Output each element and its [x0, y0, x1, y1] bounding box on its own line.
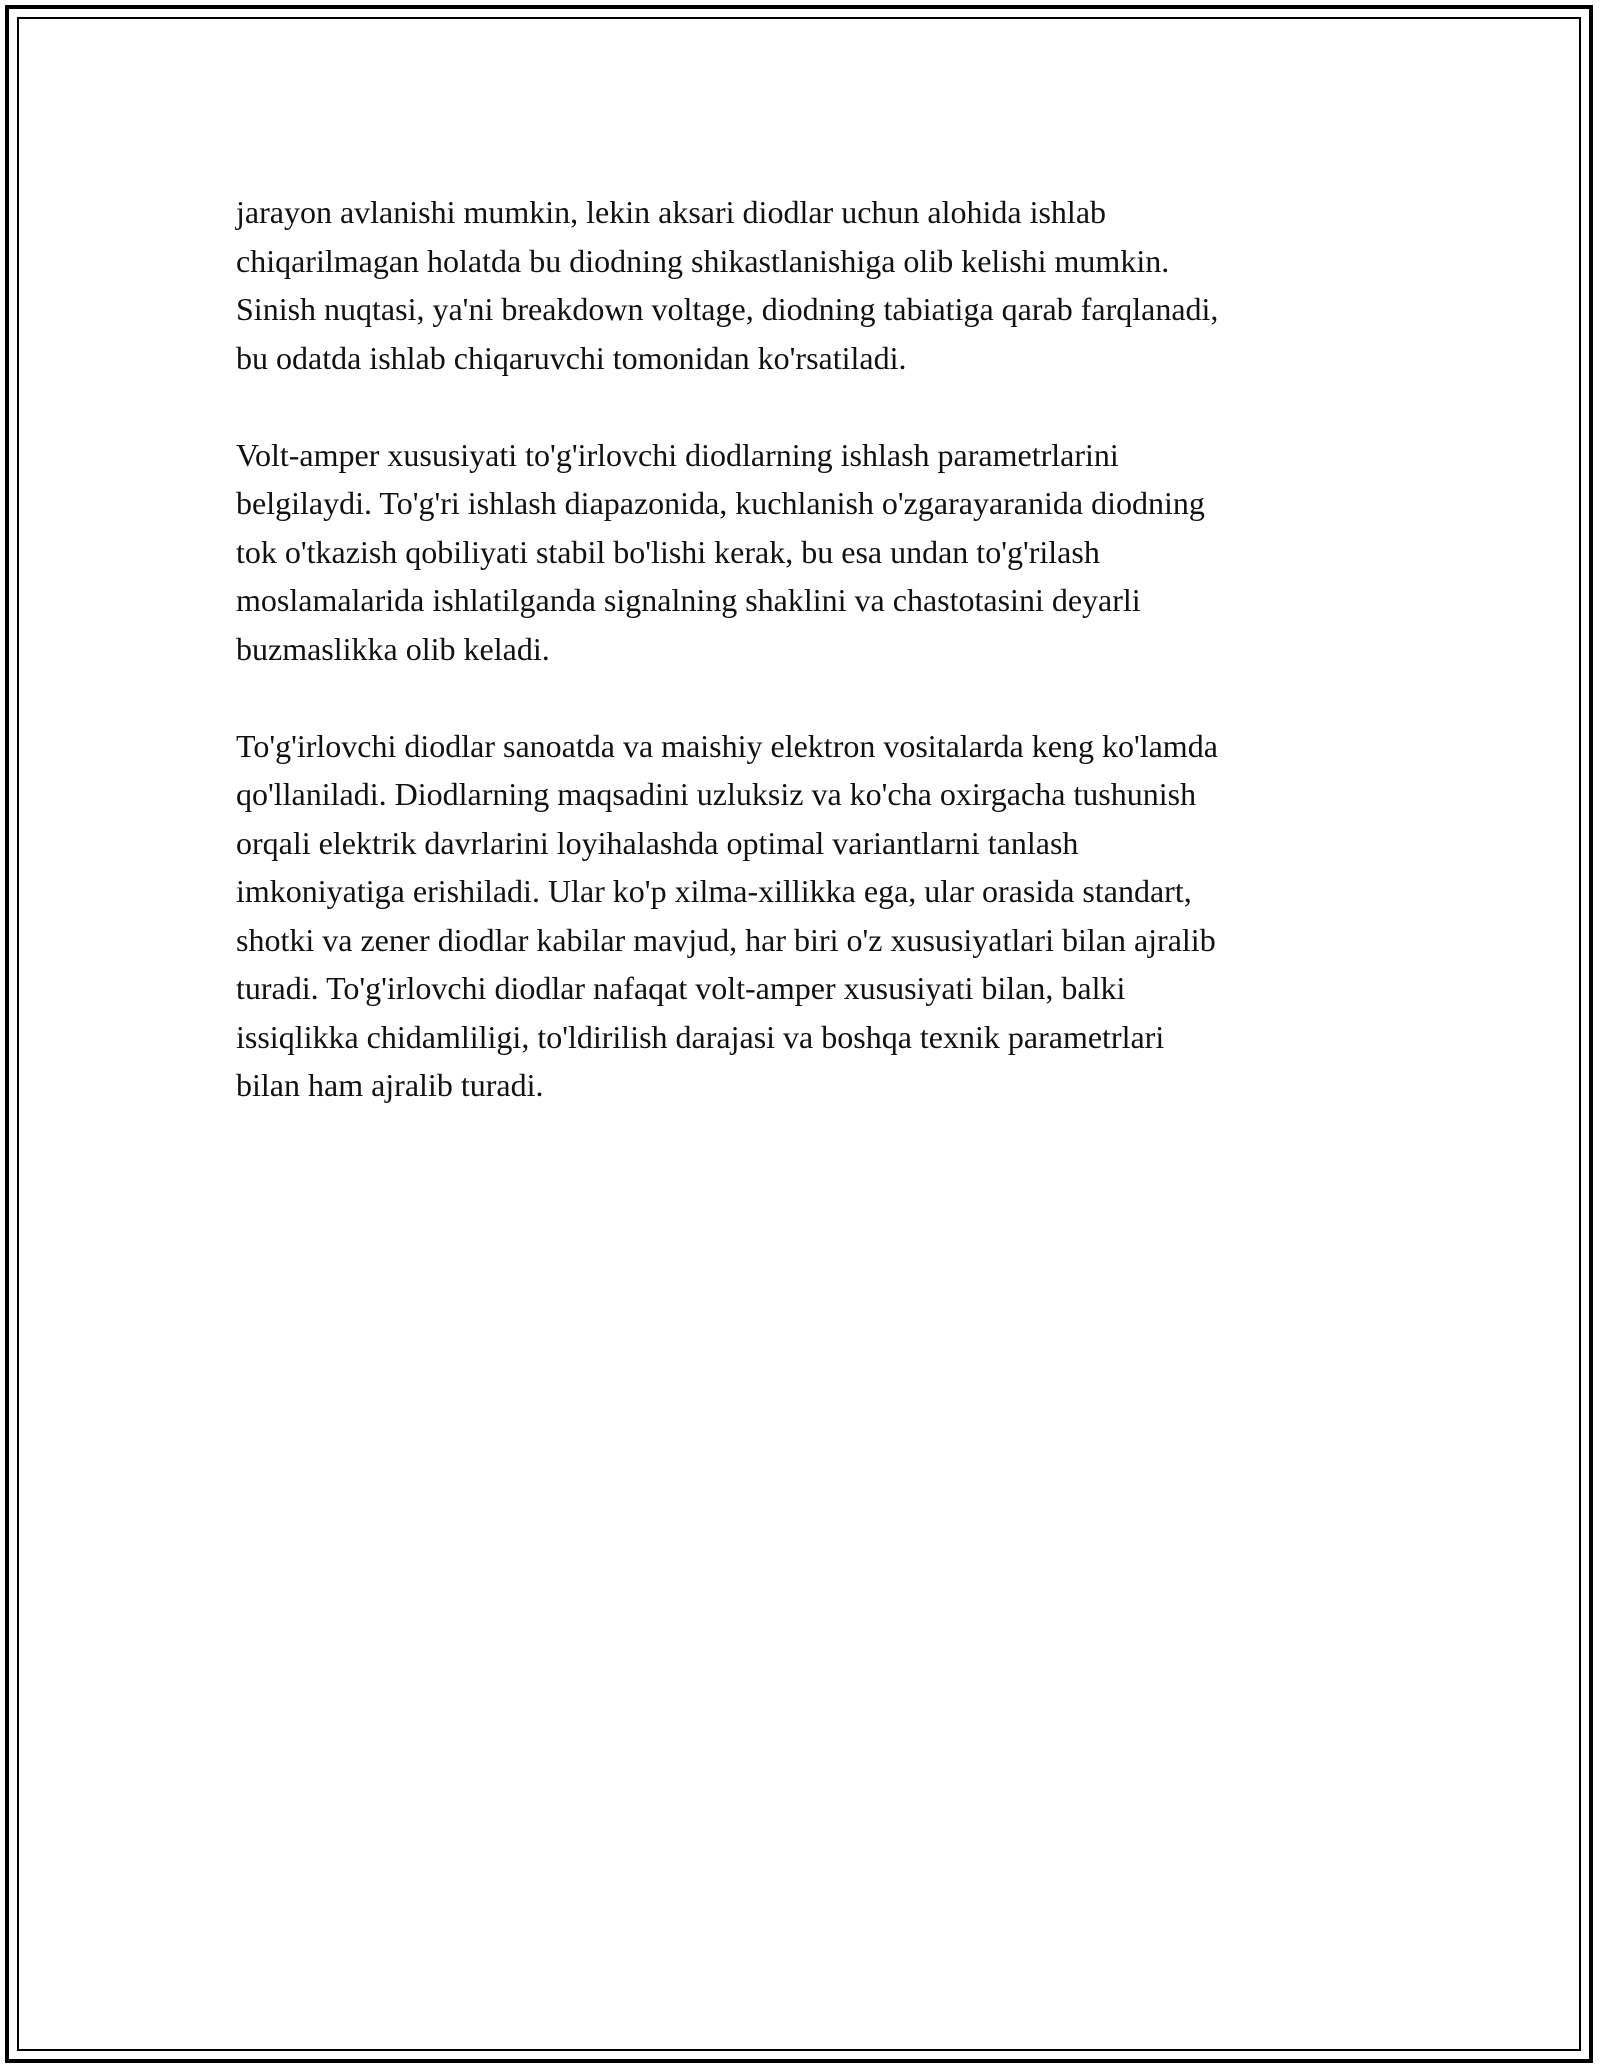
text-line: jarayon avlanishi mumkin, lekin aksari diodlar uchun alohida ishlab	[236, 194, 1107, 230]
text-line: Sinish nuqtasi, ya'ni breakdown voltage, diodning tabiatiga qarab farqlanadi,	[236, 291, 1219, 327]
text-line: buzmaslikka olib keladi.	[236, 630, 550, 667]
paragraph-3	[236, 722, 1396, 1110]
text-line: issiqlikka chidamliligi, to'ldirilish darajasi va boshqa texnik parametrlari	[236, 1018, 1165, 1055]
text-line: orqali elektrik davrlarini loyihalashda optimal variantlarni tanlash	[236, 824, 1079, 861]
text-line: bilan ham ajralib turadi.	[236, 1067, 544, 1103]
text-line: tok o'tkazish qobiliyati stabil bo'lishi kerak, bu esa undan to'g'rilash	[236, 533, 1100, 570]
text-line: belgilaydi. To'g'ri ishlash diapazonida, kuchlanish o'zgarayaranida diodning	[236, 485, 1205, 521]
page-content	[236, 188, 1396, 1158]
text-line: qo'llaniladi. Diodlarning maqsadini uzluksiz va ko'cha oxirgacha tushunish	[236, 776, 1197, 812]
text-line: turadi. To'g'irlovchi diodlar nafaqat volt-amper xususiyati bilan, balki	[236, 970, 1126, 1006]
paragraph-1	[236, 188, 1396, 382]
text-line: shotki va zener diodlar kabilar mavjud, har biri o'z xususiyatlari bilan ajralib	[236, 921, 1216, 958]
text-line: moslamalarida ishlatilganda signalning shaklini va chastotasini deyarli	[236, 582, 1141, 618]
text-line: imkoniyatiga erishiladi. Ular ko'p xilma-xillikka ega, ular orasida standart,	[236, 873, 1192, 909]
text-line: To'g'irlovchi diodlar sanoatda va maishiy elektron vositalarda keng ko'lamda	[236, 727, 1218, 764]
text-line: Volt-amper xususiyati to'g'irlovchi diodlarning ishlash parametrlarini	[236, 436, 1119, 473]
paragraph-2	[236, 431, 1396, 674]
text-line: chiqarilmagan holatda bu diodning shikastlanishiga olib kelishi mumkin.	[236, 242, 1170, 279]
text-line: bu odatda ishlab chiqaruvchi tomonidan ko'rsatiladi.	[236, 339, 907, 376]
